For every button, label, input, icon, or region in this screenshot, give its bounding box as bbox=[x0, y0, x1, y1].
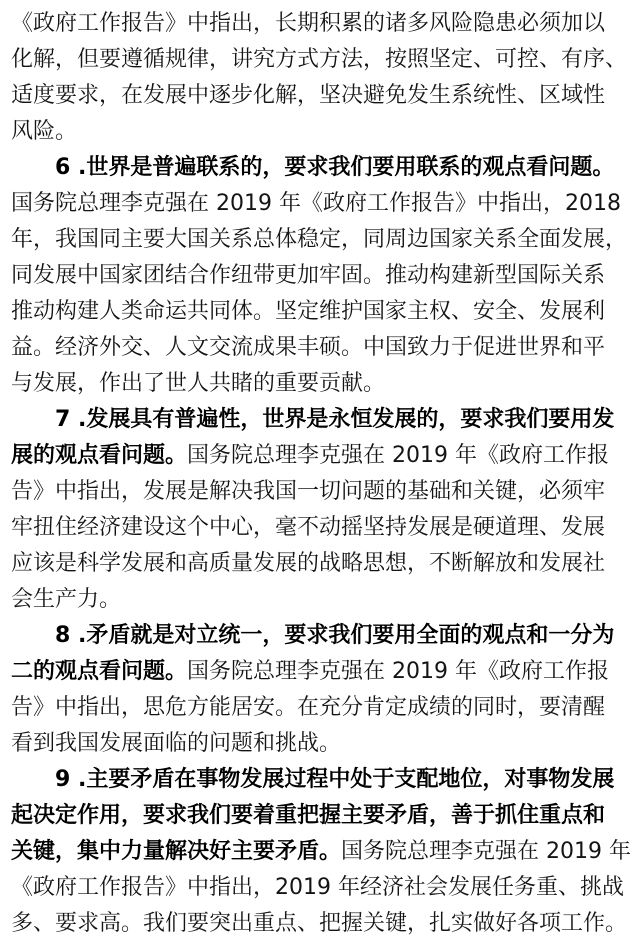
text-line bbox=[11, 258, 633, 294]
text-line bbox=[11, 474, 633, 510]
text-line bbox=[11, 690, 633, 726]
text-line bbox=[11, 6, 633, 42]
body-text: 牢扭住经济建设这个中心，毫不动摇坚持发展是硬道理、发展 bbox=[11, 515, 606, 540]
text-line bbox=[11, 582, 633, 618]
bold-heading-text: 6 .世界是普遍联系的，要求我们要用联系的观点看问题。 bbox=[55, 155, 615, 180]
body-text: 看到我国发展面临的问题和挑战。 bbox=[11, 731, 342, 756]
paragraph-point-8 bbox=[11, 618, 633, 762]
text-line bbox=[11, 366, 633, 402]
text-line bbox=[11, 618, 633, 654]
body-text: 同发展中国家团结合作纽带更加牢固。推动构建新型国际关系 bbox=[11, 263, 606, 288]
text-line bbox=[11, 870, 633, 906]
paragraph-point-6 bbox=[11, 150, 633, 402]
body-text: 应该是科学发展和高质量发展的战略思想，不断解放和发展社 bbox=[11, 551, 606, 576]
text-line bbox=[11, 726, 633, 762]
bold-heading-text: 8 .矛盾就是对立统一，要求我们要用全面的观点和一分为 bbox=[55, 623, 615, 648]
body-text: 化解，但要遵循规律，讲究方式方法，按照坚定、可控、有序、 bbox=[11, 47, 628, 72]
text-line bbox=[11, 834, 633, 870]
text-line bbox=[11, 294, 633, 330]
bold-heading-text: 展的观点看问题。 bbox=[11, 443, 188, 468]
text-line bbox=[11, 906, 633, 942]
text-line bbox=[11, 42, 633, 78]
body-text: 会生产力。 bbox=[11, 587, 122, 612]
body-text: 风险。 bbox=[11, 119, 78, 144]
body-text: 多、要求高。我们要突出重点、把握关键，扎实做好各项工作。 bbox=[11, 911, 628, 936]
bold-heading-text: 9 .主要矛盾在事物发展过程中处于支配地位，对事物发展 bbox=[55, 767, 615, 792]
text-line bbox=[11, 78, 633, 114]
body-text: 与发展，作出了世人共睹的重要贡献。 bbox=[11, 371, 386, 396]
body-text: 国务院总理李克强在 2019 年《政府工作报 bbox=[187, 443, 609, 468]
text-line bbox=[11, 114, 633, 150]
text-line bbox=[11, 654, 633, 690]
body-text: 益。经济外交、人文交流成果丰硕。中国致力于促进世界和平 bbox=[11, 335, 606, 360]
text-line bbox=[11, 330, 633, 366]
paragraph-point-7 bbox=[11, 402, 633, 618]
body-text: 推动构建人类命运共同体。坚定维护国家主权、安全、发展利 bbox=[11, 299, 606, 324]
text-line bbox=[11, 762, 633, 798]
body-text: 国务院总理李克强在 2019 年《政府工作报告》中指出，2018 bbox=[11, 191, 621, 216]
bold-heading-text: 关键，集中力量解决好主要矛盾。 bbox=[11, 839, 342, 864]
paragraph-intro bbox=[11, 6, 633, 150]
bold-heading-text: 起决定作用，要求我们要着重把握主要矛盾，善于抓住重点和 bbox=[11, 803, 606, 828]
text-line bbox=[11, 546, 633, 582]
body-text: 告》中指出，发展是解决我国一切问题的基础和关键，必须牢 bbox=[11, 479, 606, 504]
body-text: 告》中指出，思危方能居安。在充分肯定成绩的同时，要清醒 bbox=[11, 695, 606, 720]
body-text: 国务院总理李克强在 2019 年《政府工作报 bbox=[187, 659, 609, 684]
bold-heading-text: 二的观点看问题。 bbox=[11, 659, 188, 684]
text-line bbox=[11, 510, 633, 546]
body-text: 适度要求，在发展中逐步化解，坚决避免发生系统性、区域性 bbox=[11, 83, 606, 108]
bold-heading-text: 7 .发展具有普遍性，世界是永恒发展的，要求我们要用发 bbox=[55, 407, 615, 432]
body-text: 年，我国同主要大国关系总体稳定，同周边国家关系全面发展， bbox=[11, 227, 628, 252]
text-line bbox=[11, 798, 633, 834]
body-text: 《政府工作报告》中指出，长期积累的诸多风险隐患必须加以 bbox=[11, 11, 606, 36]
text-line bbox=[11, 186, 633, 222]
text-line bbox=[11, 402, 633, 438]
text-line bbox=[11, 222, 633, 258]
body-text: 《政府工作报告》中指出，2019 年经济社会发展任务重、挑战 bbox=[11, 875, 624, 900]
body-text: 国务院总理李克强在 2019 年 bbox=[341, 839, 631, 864]
paragraph-point-9 bbox=[11, 762, 633, 942]
text-line bbox=[11, 438, 633, 474]
text-line bbox=[11, 150, 633, 186]
